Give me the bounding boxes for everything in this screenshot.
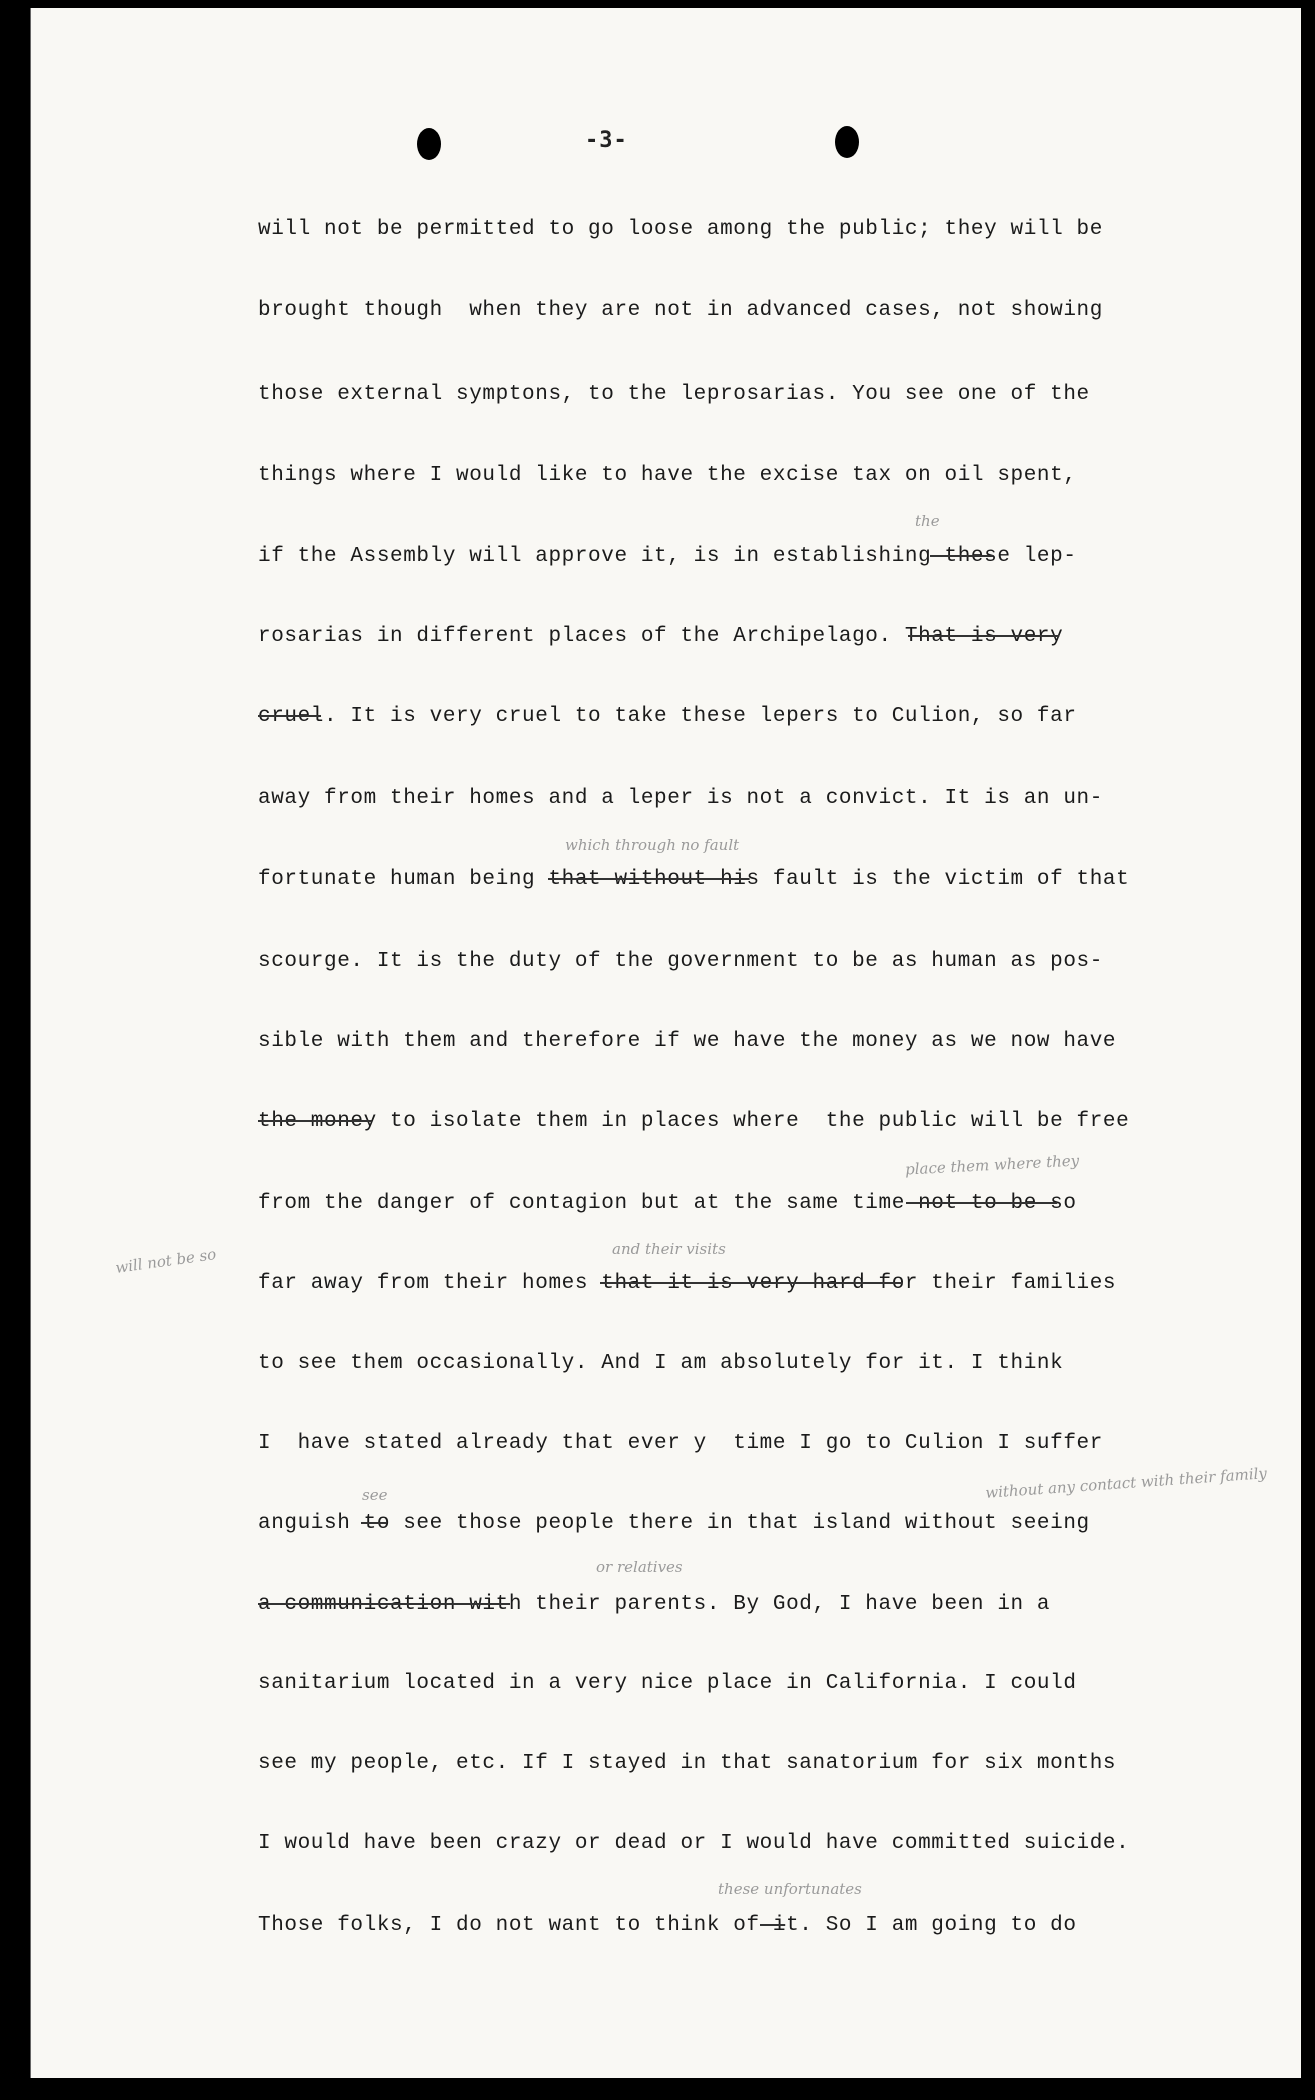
text-line: away from their homes and a leper is not a convict. It is an un- — [258, 787, 1103, 810]
text-line: I would have been crazy or dead or I would have committed suicide. — [258, 1832, 1130, 1855]
handwritten-annotation: and their visits — [612, 1240, 726, 1258]
text-line: things where I would like to have the excise tax on oil spent, — [258, 464, 1077, 487]
text-line: scourge. It is the duty of the government to be as human as pos- — [258, 950, 1103, 973]
text-line: brought though when they are not in advanced cases, not showing — [258, 299, 1103, 322]
text-line: those external symptons, to the leprosarias. You see one of the — [258, 383, 1090, 406]
handwritten-annotation: without any contact with their family — [984, 1464, 1268, 1502]
text-line: cruel. It is very cruel to take these lepers to Culion, so far — [258, 705, 1077, 728]
punch-hole-right — [835, 126, 859, 158]
text-line: anguish to see those people there in that island without seeing — [258, 1512, 1090, 1535]
strikethrough-mark — [908, 625, 1059, 648]
strikethrough-mark — [258, 1593, 510, 1616]
strikethrough-mark — [361, 1512, 386, 1535]
text-line: rosarias in different places of the Archipelago. That is very — [258, 625, 1064, 648]
text-line: Those folks, I do not want to think of it. So I am going to do — [258, 1914, 1077, 1937]
text-line: fortunate human being that without his fault is the victim of that — [258, 868, 1130, 891]
text-line: sible with them and therefore if we have the money as we now have — [258, 1030, 1117, 1053]
text-line: if the Assembly will approve it, is in establishing these lep- — [258, 545, 1077, 568]
strikethrough-mark — [548, 868, 750, 891]
page-number: -3- — [585, 128, 628, 153]
handwritten-annotation: see — [362, 1486, 388, 1504]
text-line: a communication with their parents. By God, I have been in a — [258, 1593, 1051, 1616]
text-line: I have stated already that ever y time I go to Culion I suffer — [258, 1432, 1103, 1455]
strikethrough-mark — [930, 545, 993, 568]
strikethrough-mark — [258, 1110, 371, 1133]
text-line: the money to isolate them in places where the public will be free — [258, 1110, 1130, 1133]
strikethrough-mark — [906, 1192, 1057, 1215]
text-line: will not be permitted to go loose among the public; they will be — [258, 218, 1103, 241]
text-line: see my people, etc. If I stayed in that sanatorium for six months — [258, 1752, 1117, 1775]
handwritten-annotation: which through no fault — [565, 836, 740, 854]
strikethrough-mark — [600, 1272, 902, 1295]
handwritten-annotation: or relatives — [596, 1558, 683, 1576]
text-line: far away from their homes that it is very hard for their families — [258, 1272, 1117, 1295]
text-line: from the danger of contagion but at the same time not to be so — [258, 1192, 1077, 1215]
punch-hole-left — [417, 128, 441, 160]
handwritten-annotation: place them where they — [904, 1151, 1080, 1179]
handwritten-annotation: will not be so — [114, 1245, 218, 1277]
text-line: to see them occasionally. And I am absolutely for it. I think — [258, 1352, 1064, 1375]
handwritten-annotation: the — [915, 512, 940, 530]
handwritten-annotation: these unfortunates — [718, 1880, 862, 1898]
strikethrough-mark — [258, 705, 321, 728]
strikethrough-mark — [760, 1914, 785, 1937]
text-line: sanitarium located in a very nice place in California. I could — [258, 1672, 1077, 1695]
